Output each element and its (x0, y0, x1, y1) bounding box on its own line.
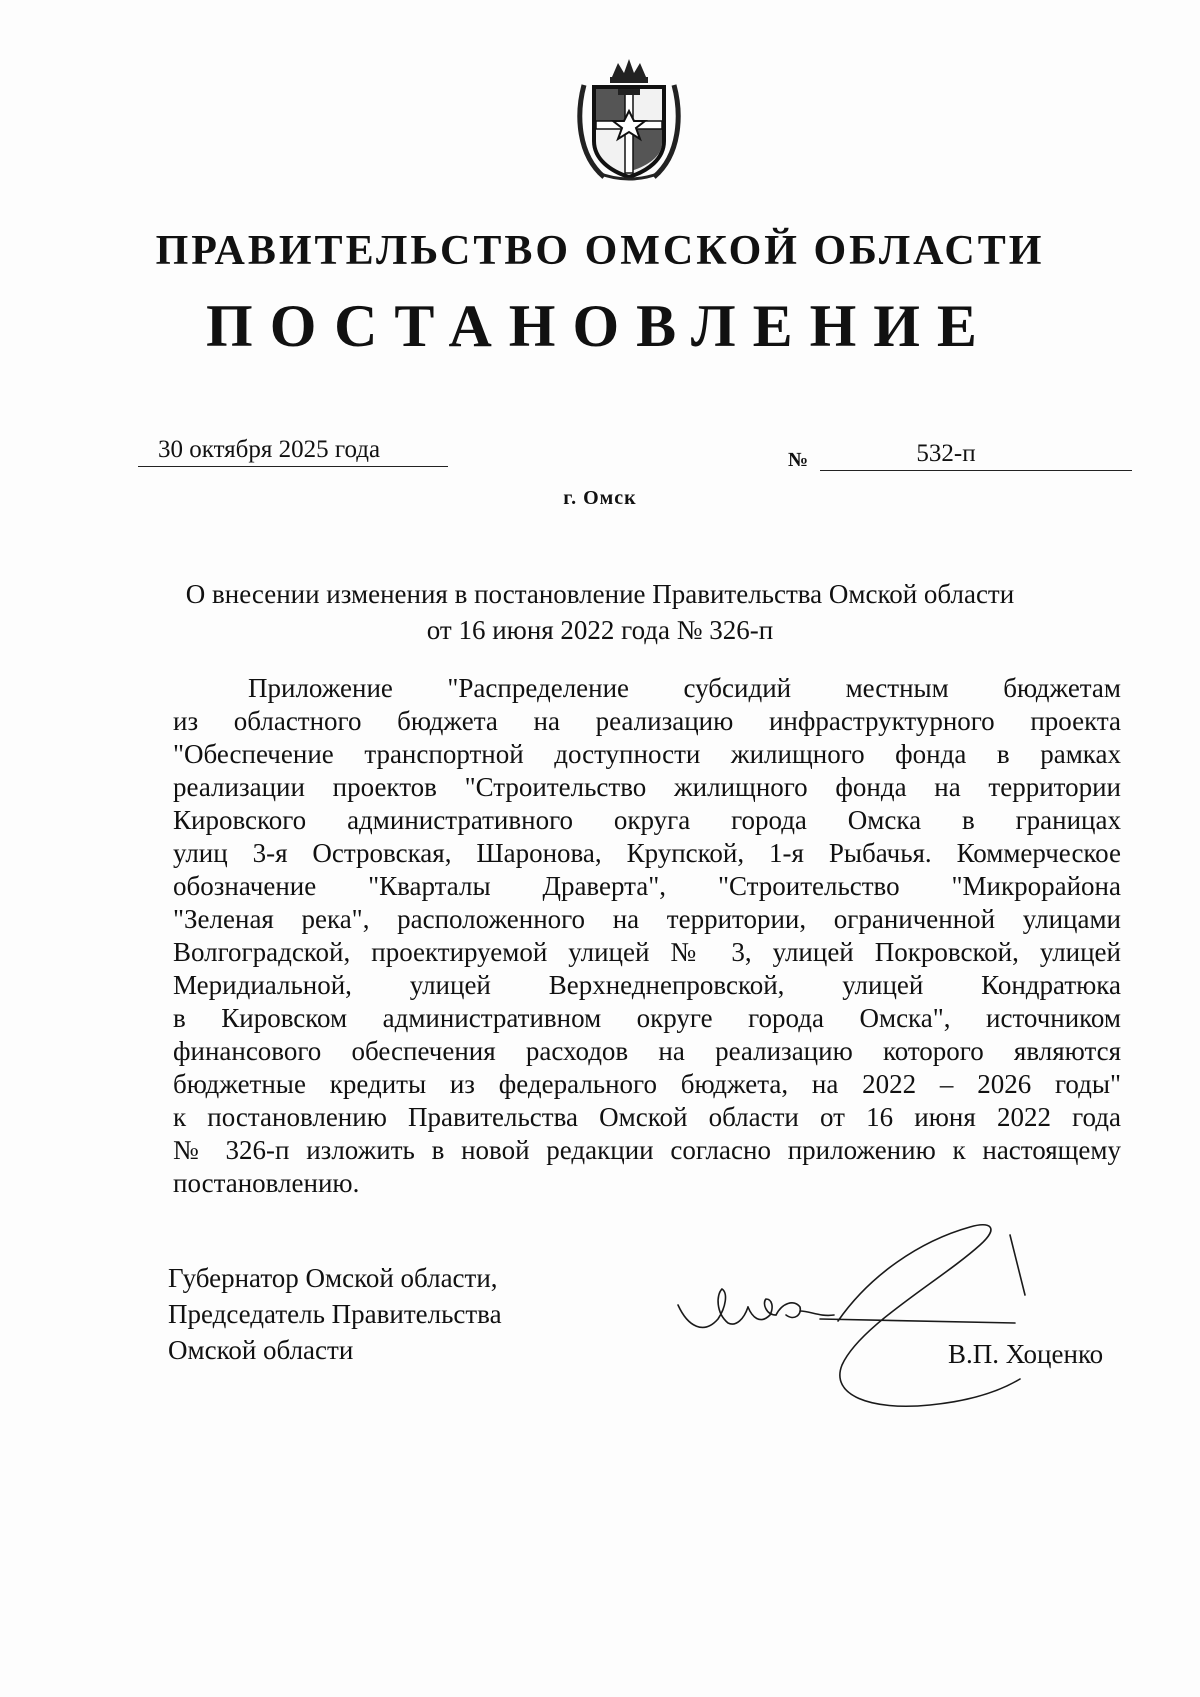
document-number: 532-п (820, 438, 1132, 471)
title-line: О внесении изменения в постановление Правительства Омской области (185, 579, 1015, 609)
signer-name: В.П. Хоценко (948, 1339, 1104, 1369)
signer-position-line: Омской области (168, 1335, 354, 1365)
body-line: из областного бюджета на реализацию инфраструктурного проекта (173, 706, 1121, 736)
body-line: № 326-п изложить в новой редакции согласно приложению к настоящему (173, 1135, 1121, 1165)
signer-position (168, 1260, 502, 1368)
title-line: от 16 июня 2022 года № 326-п (426, 615, 774, 645)
signer-position-line: Председатель Правительства (168, 1299, 502, 1329)
number-sign: № (788, 449, 809, 471)
body-line: обозначение "Кварталы Драверта", "Строительство "Микрорайона (173, 871, 1121, 901)
document-type: ПОСТАНОВЛЕНИЕ (206, 293, 994, 359)
body-line: постановлению. (173, 1168, 360, 1198)
document-date: 30 октября 2025 года (138, 434, 448, 467)
document-title (0, 576, 1200, 648)
handwritten-signature-icon (670, 1215, 1090, 1425)
organization-name: ПРАВИТЕЛЬСТВО ОМСКОЙ ОБЛАСТИ (155, 228, 1045, 274)
city: г. Омск (563, 487, 637, 509)
body-line: финансового обеспечения расходов на реализацию которого являются (173, 1036, 1121, 1066)
body-line: к постановлению Правительства Омской области от 16 июня 2022 года (173, 1102, 1121, 1132)
body-line: бюджетные кредиты из федерального бюджета, на 2022 – 2026 годы" (173, 1069, 1121, 1099)
body-line: Приложение "Распределение субсидий местным бюджетам (248, 673, 1121, 703)
body-line: в Кировском административном округе города Омска", источником (173, 1003, 1121, 1033)
document-body (173, 672, 1121, 1200)
body-line: Волгоградской, проектируемой улицей № 3, улицей Покровской, улицей (173, 937, 1121, 967)
signer-position-line: Губернатор Омской области, (168, 1263, 498, 1293)
body-line: Кировского административного округа города Омска в границах (173, 805, 1121, 835)
body-line: "Зеленая река", расположенного на территории, ограниченной улицами (173, 904, 1121, 934)
body-line: реализации проектов "Строительство жилищного фонда на территории (173, 772, 1121, 802)
body-line: улиц 3-я Островская, Шаронова, Крупской, 1-я Рыбачья. Коммерческое (173, 838, 1121, 868)
body-line: "Обеспечение транспортной доступности жилищного фонда в рамках (173, 739, 1121, 769)
coat-of-arms-icon (574, 55, 684, 183)
body-line: Меридиальной, улицей Верхнеднепровской, улицей Кондратюка (173, 970, 1121, 1000)
